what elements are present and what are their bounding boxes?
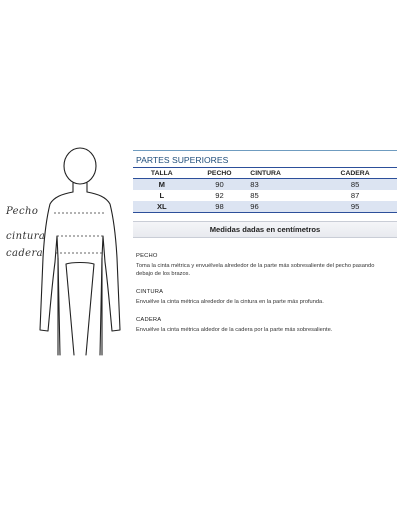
size-name-cell: M (133, 179, 191, 191)
hip-value-cell: 95 (313, 201, 397, 213)
waist-value-cell: 96 (248, 201, 313, 213)
waist-value-cell: 85 (250, 191, 259, 201)
column-header-talla: TALLA (133, 168, 191, 179)
panel-top-rule (133, 150, 397, 151)
size-chart-panel (133, 150, 397, 334)
instruction-title-waist: CINTURA (136, 289, 164, 296)
waist-value-cell: 83 (248, 179, 313, 191)
measurement-instructions (136, 252, 391, 334)
instruction-text-waist: Envuélve la cinta métrica alrededor de la cintura en la parte más profunda. (136, 299, 324, 306)
waist-label: cintura (6, 231, 46, 242)
column-header-cintura: CINTURA (248, 168, 313, 179)
hip-value-cell: 87 (350, 191, 360, 201)
legs-outline (58, 258, 102, 355)
hip-value-cell: 85 (313, 179, 397, 191)
column-header-cadera: CADERA (313, 168, 397, 179)
torso-outline (40, 192, 120, 355)
chest-label: Pecho (6, 206, 39, 217)
instruction-title-hip: CADERA (136, 317, 162, 324)
size-table-header-row (133, 168, 397, 179)
instruction-text-chest: Toma la cinta métrica y envuélvela alrededor de la parte más sobresaliente del pecho pasando debajo de los brazos. (136, 263, 375, 278)
units-note: Medidas dadas en centímetros (133, 221, 397, 238)
hip-label: cadera (6, 248, 44, 259)
table-row (133, 190, 397, 201)
size-name-cell: L (159, 191, 165, 201)
chest-value-cell: 92 (215, 191, 224, 201)
head-outline (64, 148, 96, 184)
instruction-text-hip: Envuélve la cinta métrica aldedor de la cadera por la parte más sobresaliente. (136, 327, 333, 334)
chest-value-cell: 98 (191, 201, 249, 213)
panel-title: PARTES SUPERIORES (136, 155, 229, 166)
chest-value-cell: 90 (191, 179, 249, 191)
size-table (133, 167, 397, 213)
body-silhouette-figure (0, 140, 135, 355)
instruction-title-chest: PECHO (136, 253, 158, 260)
size-name-cell: XL (133, 201, 191, 213)
table-row (133, 179, 397, 191)
column-header-pecho: PECHO (191, 168, 249, 179)
table-row (133, 201, 397, 213)
